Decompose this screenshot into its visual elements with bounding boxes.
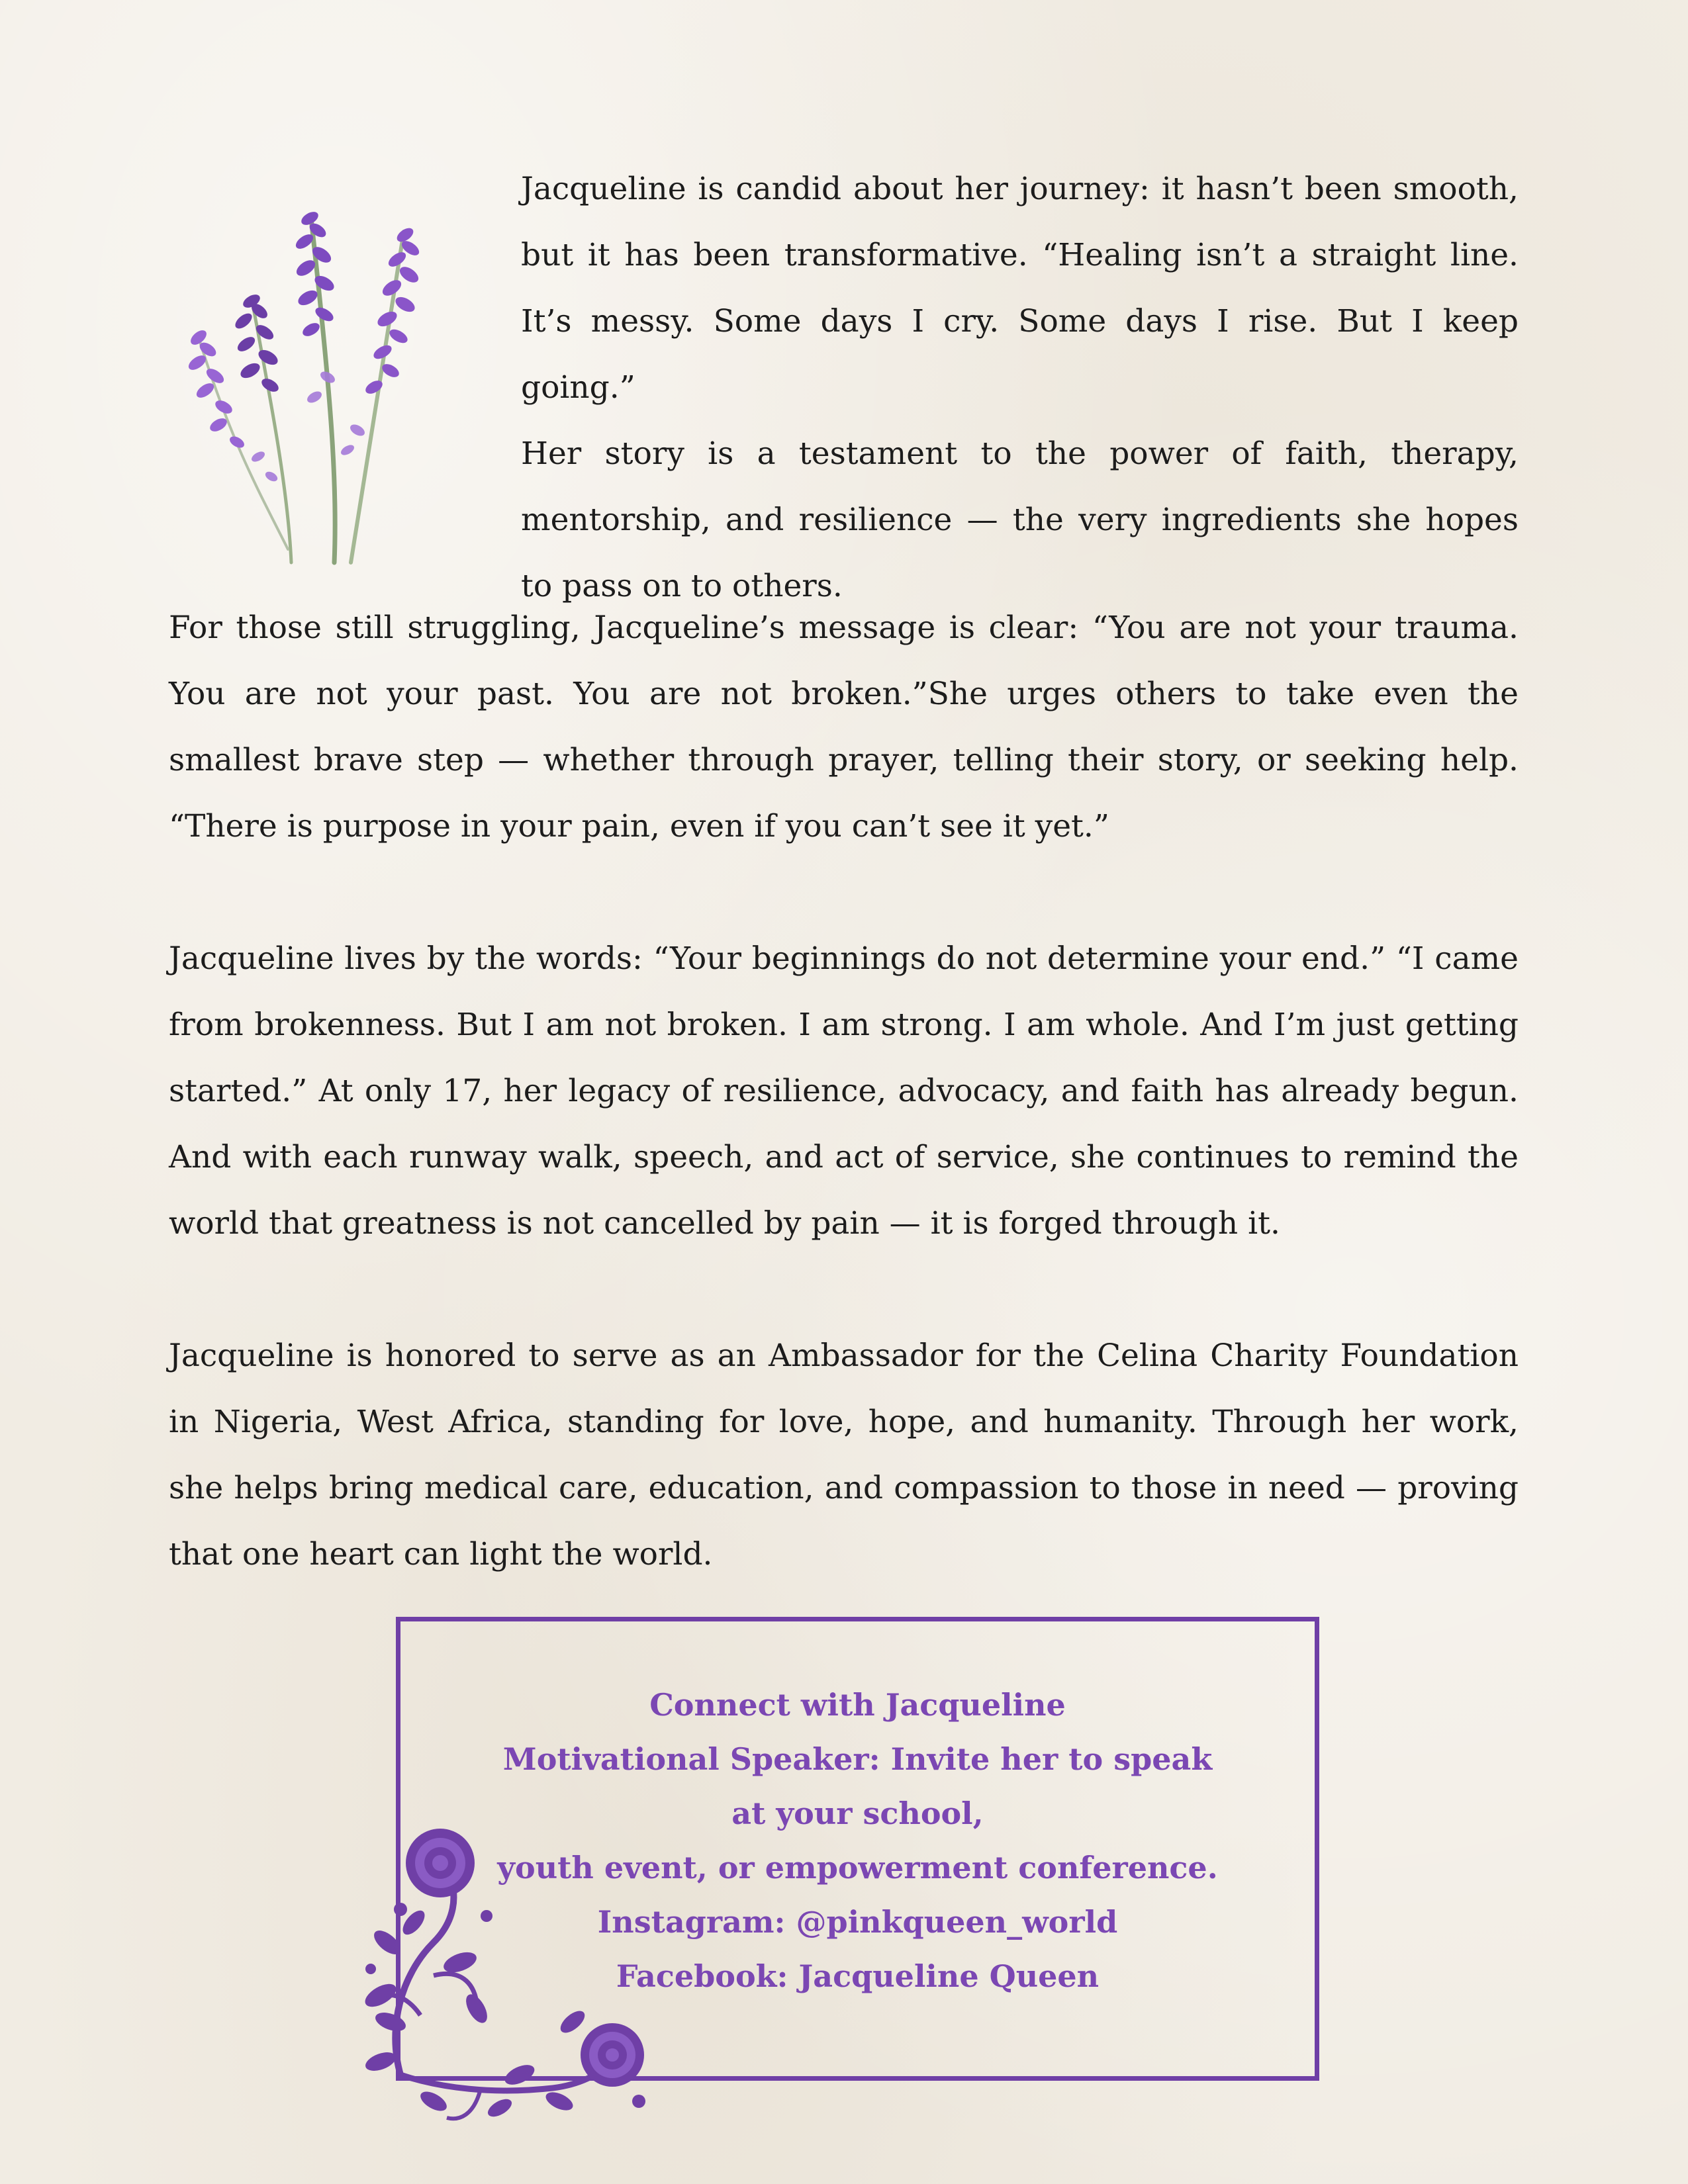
lavender-icon — [159, 179, 477, 576]
intro-text-1: Jacqueline is candid about her journey: it hasn’t been smooth, but it has been transformative. “Healing isn’t a straight line. It’s messy. Some days I cry. Some days I rise. But I keep going.” — [521, 171, 1519, 406]
connect-event-line: youth event, or empowerment conference. — [497, 1850, 1218, 1886]
connect-speaker-line: Motivational Speaker: Invite her to speak — [502, 1741, 1213, 1777]
intro-text-2: Her story is a testament to the power of faith, therapy, mentorship, and resilience — the very ingredients she hopes to pass on to others. — [521, 435, 1519, 604]
struggle-paragraph: For those still struggling, Jacqueline’s message is clear: “You are not your trauma. You are not your past. You are not broken.”She urges others to take even the smallest brave step — whether through prayer, telling their story, or seeking help. “There is purpose in your pain, even if you can’t see it yet.” — [169, 610, 1519, 844]
connect-facebook[interactable]: Facebook: Jacqueline Queen — [616, 1958, 1100, 1994]
connect-instagram[interactable]: Instagram: @pinkqueen_world — [597, 1904, 1118, 1940]
intro-paragraph — [521, 156, 1519, 619]
ambassador-paragraph: Jacqueline is honored to serve as an Ambassador for the Celina Charity Foundation in Nigeria, West Africa, standing for love, hope, and humanity. Through her work, she helps bring medical care, education, and compassion to those in need — proving that one heart can light the world. — [169, 1338, 1519, 1572]
connect-school-line: at your school, — [731, 1796, 984, 1831]
words-paragraph: Jacqueline lives by the words: “Your beginnings do not determine your end.” “I came from brokenness. But I am not broken. I am strong. I am whole. And I’m just getting started.” At only 17, her legacy of resilience, advocacy, and faith has already begun. And with each runway walk, speech, and act of service, she continues to remind the world that greatness is not cancelled by pain — it is forged through it. — [169, 940, 1519, 1242]
connect-heading: Connect with Jacqueline — [649, 1687, 1066, 1723]
rose-icon — [361, 1810, 672, 2128]
